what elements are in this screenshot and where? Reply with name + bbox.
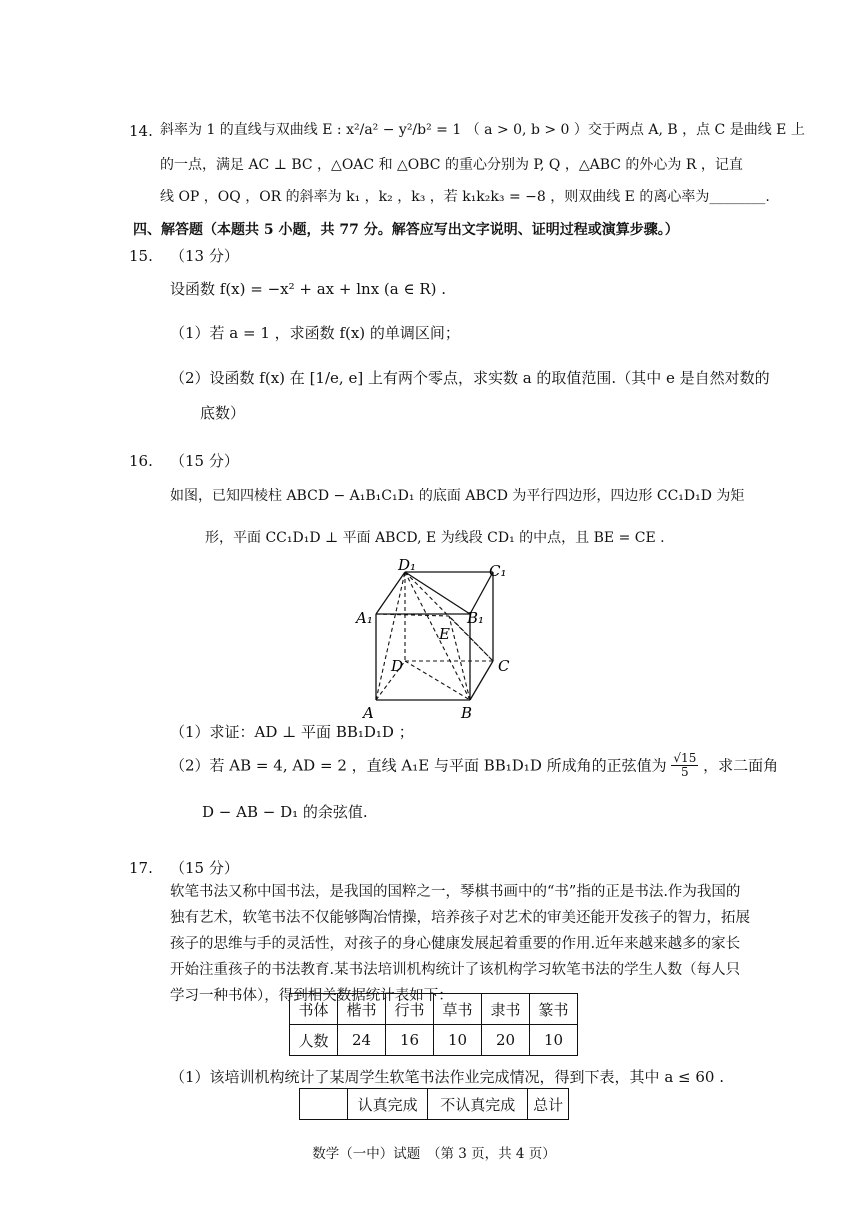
- q15-part-2: [170, 369, 770, 387]
- table-cell: 楷书: [338, 994, 386, 1025]
- table-header-row: [300, 1089, 569, 1120]
- table-cell: 不认真完成: [428, 1089, 528, 1120]
- q15-part-2-tail: 底数）: [200, 404, 246, 422]
- q16-part-2-rest: ，求二面角: [703, 756, 779, 775]
- q15-interval: [1/e, e]: [309, 369, 364, 387]
- edge-B-E: [449, 616, 470, 700]
- q16-part-2-start: （2）若 AB = 4, AD = 2 ，直线 A₁E 与平面 BB₁D₁D 所成角的正弦值为: [170, 756, 667, 775]
- label-C: C: [498, 657, 510, 675]
- q17-part-1: （1）该培训机构统计了某周学生软笔书法作业完成情况，得到下表，其中 a ≤ 60 .: [170, 1068, 724, 1086]
- label-D1: D₁: [398, 558, 417, 574]
- table-cell: 篆书: [530, 994, 578, 1025]
- q17-number: 17.: [129, 859, 153, 877]
- section-heading: 四、解答题（本题共 5 小题，共 77 分。解答应写出文字说明、证明过程或演算步骤。）: [133, 222, 679, 238]
- label-D: D: [391, 657, 404, 675]
- table-cell: 草书: [434, 994, 482, 1025]
- q15-score: （13 分）: [170, 247, 239, 265]
- table-cell: 10: [530, 1025, 578, 1056]
- q16-stem-2: 形，平面 CC₁D₁D ⊥ 平面 ABCD, E 为线段 CD₁ 的中点，且 BE = CE .: [205, 530, 665, 546]
- label-A: A: [363, 704, 374, 722]
- table-cell: [300, 1089, 348, 1120]
- table-cell: 隶书: [482, 994, 530, 1025]
- q17-text: 软笔书法又称中国书法，是我国的国粹之一，琴棋书画中的“书”指的正是书法.作为我国的独有艺术，软笔书法不仅能够陶冶情操，培养孩子对艺术的审美还能开发孩子的智力，拓展孩子的思维与手的灵活性，对孩子的身心健康发展起着重要的作用.近年来越来越多的家长开始注重孩子的书法教育.某书法培训机构统计了该机构学习软笔书法的学生人数（每人只学习一种书体），得到相关数据统计表如下：: [170, 884, 750, 1004]
- edge-A1-D1: [376, 572, 405, 614]
- table-cell: 总计: [528, 1089, 569, 1120]
- table-cell: 书体: [290, 994, 338, 1025]
- q15-stem: 设函数 f(x) = −x² + ax + lnx (a ∈ R) .: [170, 280, 447, 298]
- label-B: B: [461, 704, 473, 722]
- table-cell: 认真完成: [348, 1089, 428, 1120]
- q16-part-2-tail: D − AB − D₁ 的余弦值.: [202, 803, 368, 821]
- label-B1: B₁: [467, 609, 485, 627]
- q15-part-2-rest: 上有两个零点，求实数 a 的取值范围.（其中 e 是自然对数的: [367, 369, 770, 387]
- edge-B-C: [470, 661, 493, 700]
- table-cell: 24: [338, 1025, 386, 1056]
- fraction-numerator: √15: [673, 751, 697, 765]
- sqrt15-over-5: [671, 752, 698, 779]
- q16-stem-1: 如图，已知四棱柱 ABCD − A₁B₁C₁D₁ 的底面 ABCD 为平行四边形，四边形 CC₁D₁D 为矩: [170, 488, 745, 504]
- table-cell: 10: [434, 1025, 482, 1056]
- label-E: E: [439, 625, 450, 643]
- q15-part-2-start: （2）设函数 f(x) 在: [170, 369, 305, 387]
- calligraphy-count-table: [289, 993, 578, 1056]
- table-cell: 20: [482, 1025, 530, 1056]
- q16-part-1: （1）求证：AD ⊥ 平面 BB₁D₁D ；: [170, 723, 414, 741]
- label-C1: C₁: [489, 562, 507, 580]
- q14-number: 14.: [129, 122, 153, 140]
- q16-part-2: [170, 752, 778, 779]
- table-header-row: [290, 994, 578, 1025]
- table-cell: 16: [386, 1025, 434, 1056]
- q15-number: 15.: [129, 247, 153, 265]
- edge-B1-D1: [405, 572, 470, 614]
- q16-score: （15 分）: [170, 452, 239, 470]
- table-cell: 行书: [386, 994, 434, 1025]
- q15-part-1: （1）若 a = 1 ，求函数 f(x) 的单调区间；: [170, 324, 460, 342]
- q16-number: 16.: [129, 452, 153, 470]
- q14-line-3: 线 OP ，OQ ，OR 的斜率为 k₁ ，k₂ ，k₃ ，若 k₁k₂k₃ = −8 ，则双曲线 E 的离心率为________.: [160, 189, 770, 205]
- table-cell: 人数: [290, 1025, 338, 1056]
- homework-table: [299, 1088, 569, 1120]
- fraction-denominator: 5: [681, 765, 689, 780]
- table-row: [290, 1025, 578, 1056]
- q17-score: （15 分）: [170, 859, 239, 877]
- label-A1: A₁: [356, 609, 373, 627]
- q14-line-2: 的一点，满足 AC ⊥ BC ，△OAC 和 △OBC 的重心分别为 P, Q ，△ABC 的外心为 R ，记直: [160, 157, 743, 173]
- page-footer: 数学（一中）试题 （第 3 页，共 4 页）: [312, 1146, 556, 1162]
- q14-line-1: 斜率为 1 的直线与双曲线 E : x²/a² − y²/b² = 1 （ a > 0, b > 0 ）交于两点 A, B ，点 C 是曲线 E 上: [160, 122, 805, 138]
- prism-figure: [350, 558, 530, 723]
